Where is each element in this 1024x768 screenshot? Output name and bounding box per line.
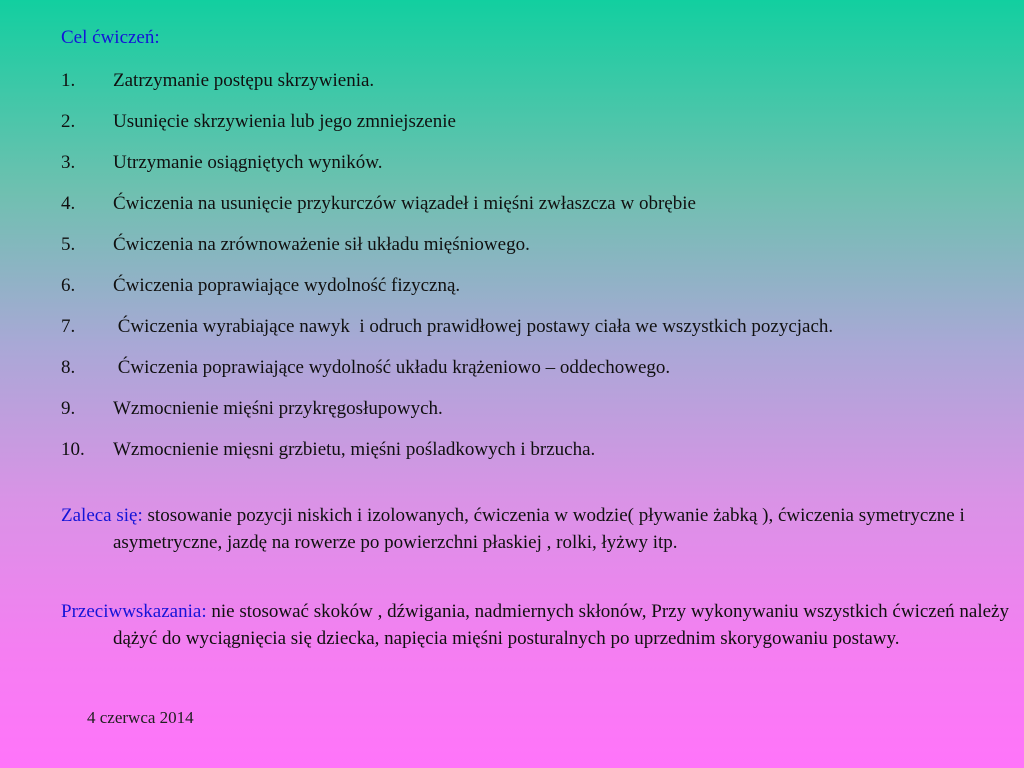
list-number: 6. [61, 275, 76, 296]
list-text: Utrzymanie osiągniętych wyników. [113, 152, 383, 173]
recommendations-paragraph [61, 502, 1023, 556]
recommendations-label: Zaleca się: [61, 505, 143, 526]
list-text: Ćwiczenia poprawiające wydolność fizyczną. [113, 275, 461, 296]
contraindications-paragraph [61, 598, 1023, 652]
list-number: 7. [61, 316, 76, 337]
list-text: Zatrzymanie postępu skrzywienia. [113, 70, 375, 91]
list-text: Ćwiczenia na zrównoważenie sił układu mięśniowego. [113, 234, 530, 255]
list-text: Ćwiczenia na usunięcie przykurczów wiązadeł i mięśni zwłaszcza w obrębie [113, 193, 696, 214]
list-number: 4. [61, 193, 76, 214]
list-text: Wzmocnienie mięśni przykręgosłupowych. [113, 398, 443, 419]
list-number: 3. [61, 152, 76, 173]
list-item [61, 231, 981, 258]
list-item [61, 313, 981, 340]
list-item [61, 149, 981, 176]
list-text: Wzmocnienie mięsni grzbietu, mięśni pośladkowych i brzucha. [113, 439, 596, 460]
goals-list [61, 67, 981, 477]
list-number: 1. [61, 70, 76, 91]
list-number: 9. [61, 398, 76, 419]
list-number: 8. [61, 357, 76, 378]
recommendations-text: stosowanie pozycji niskich i izolowanych, ćwiczenia w wodzie( pływanie żabką ), ćwiczenia symetryczne i asymetryczne, jazdę na rowerze po powierzchni płaskiej , rolki, łyżwy itp. [113, 505, 965, 553]
list-number: 5. [61, 234, 76, 255]
list-text: Ćwiczenia wyrabiające nawyk i odruch prawidłowej postawy ciała we wszystkich pozycjach. [113, 316, 834, 337]
list-item [61, 67, 981, 94]
list-number: 2. [61, 111, 76, 132]
contraindications-label: Przeciwwskazania: [61, 601, 207, 622]
list-item [61, 190, 981, 217]
list-item [61, 395, 981, 422]
slide-heading: Cel ćwiczeń: [61, 27, 160, 48]
list-text: Usunięcie skrzywienia lub jego zmniejszenie [113, 111, 456, 132]
list-item [61, 272, 981, 299]
list-item [61, 436, 981, 463]
contraindications-text: nie stosować skoków , dźwigania, nadmiernych skłonów, Przy wykonywaniu wszystkich ćwiczeń należy dążyć do wyciągnięcia się dziecka, napięcia mięśni posturalnych po uprzednim skorygowaniu postawy. [113, 601, 1009, 649]
list-text: Ćwiczenia poprawiające wydolność układu krążeniowo – oddechowego. [113, 357, 671, 378]
slide-date: 4 czerwca 2014 [87, 708, 194, 727]
list-number: 10. [61, 439, 85, 460]
list-item [61, 354, 981, 381]
list-item [61, 108, 981, 135]
